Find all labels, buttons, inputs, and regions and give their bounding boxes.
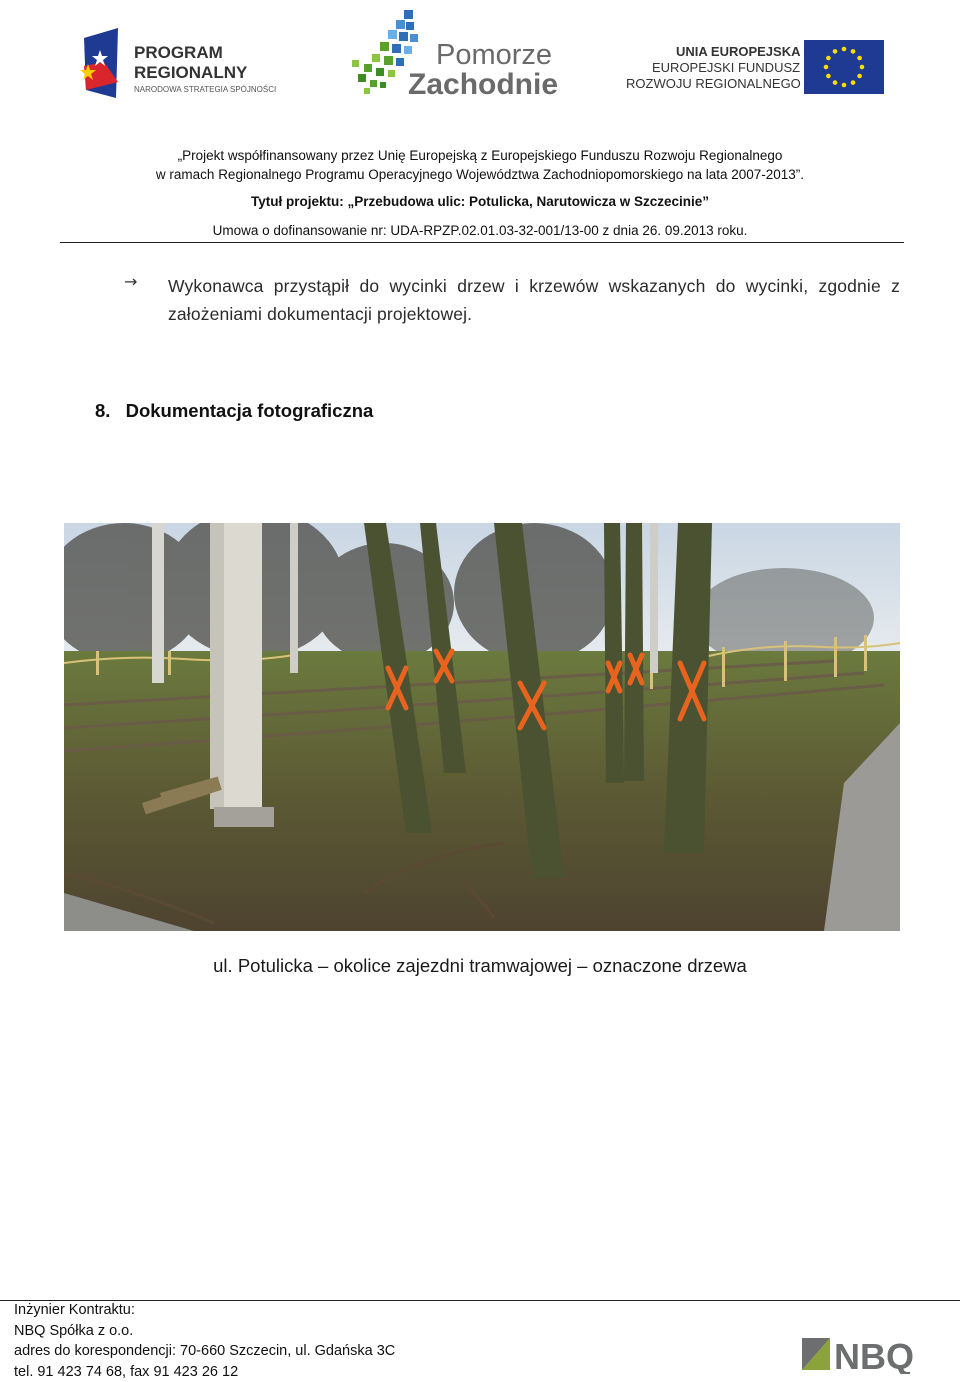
eu-star-icon xyxy=(833,49,838,54)
cofinancing-line-2: w ramach Regionalnego Programu Operacyjnego Województwa Zachodniopomorskiego na lata 2007-2013”. xyxy=(155,167,805,182)
nbq-wordmark: NBQ xyxy=(834,1336,914,1374)
eu-flag-icon xyxy=(620,36,890,98)
footer-company: NBQ Spółka z o.o. xyxy=(14,1322,134,1339)
ue-line2: EUROPEJSKI FUNDUSZ xyxy=(652,60,801,75)
logo-bar xyxy=(0,0,960,110)
eu-star-icon xyxy=(824,65,829,70)
site-photo xyxy=(64,523,900,931)
section-title: Dokumentacja fotograficzna xyxy=(125,400,374,421)
cofinancing-line-1: „Projekt współfinansowany przez Unię Europejską z Europejskiego Funduszu Rozwoju Regionalnego xyxy=(177,148,783,163)
pomorze-zachodnie-mosaic-icon xyxy=(326,6,576,106)
pz-line2: Zachodnie xyxy=(408,68,559,101)
eu-star-icon xyxy=(857,74,862,79)
footer-phone: tel. 91 423 74 68, fax 91 423 26 12 xyxy=(14,1363,239,1380)
ue-line1: UNIA EUROPEJSKA xyxy=(676,44,801,59)
eu-star-icon xyxy=(833,80,838,85)
pomorze-zachodnie-logo xyxy=(326,6,576,106)
project-cofinancing-statement xyxy=(0,146,960,184)
section-heading xyxy=(95,400,373,422)
header-divider xyxy=(60,242,904,243)
nbq-logo xyxy=(800,1334,932,1374)
eu-star-icon xyxy=(826,56,831,61)
section-number: 8. xyxy=(95,400,111,421)
eu-star-icon xyxy=(851,49,856,54)
eu-star-icon xyxy=(826,74,831,79)
eu-star-icon xyxy=(851,80,856,85)
eu-star-icon xyxy=(842,83,847,88)
arrow-bullet-icon: → xyxy=(124,272,138,291)
bullet-paragraph: Wykonawca przystąpił do wycinki drzew i krzewów wskazanych do wycinki, zgodnie z założeniami dokumentacji projektowej. xyxy=(168,276,900,324)
pr-line3: NARODOWA STRATEGIA SPÓJNOŚCI xyxy=(134,85,277,94)
program-regionalny-logo xyxy=(78,22,293,106)
pr-line1: PROGRAM xyxy=(134,43,223,62)
nbq-logo-icon xyxy=(800,1334,932,1374)
photo-caption: ul. Potulicka – okolice zajezdni tramwajowej – oznaczone drzewa xyxy=(213,955,747,976)
program-regionalny-emblem-icon xyxy=(78,22,293,106)
footer-role: Inżynier Kontraktu: xyxy=(14,1302,135,1318)
eu-star-icon xyxy=(860,65,865,70)
marked-trees-photo-illustration xyxy=(64,523,900,931)
project-title: Tytuł projektu: „Przebudowa ulic: Potulicka, Narutowicza w Szczecinie” xyxy=(250,194,710,209)
eu-star-icon xyxy=(842,47,847,52)
eu-star-icon xyxy=(857,56,862,61)
ue-line3: ROZWOJU REGIONALNEGO xyxy=(626,76,801,91)
footer-contact xyxy=(14,1300,395,1382)
unia-europejska-logo xyxy=(620,36,890,98)
pr-line2: REGIONALNY xyxy=(134,63,248,82)
footer-address: adres do korespondencji: 70-660 Szczecin, ul. Gdańska 3C xyxy=(14,1343,396,1359)
contract-number: Umowa o dofinansowanie nr: UDA-RPZP.02.01.03-32-001/13-00 z dnia 26. 09.2013 roku. xyxy=(212,223,748,238)
pz-line1: Pomorze xyxy=(436,39,553,71)
